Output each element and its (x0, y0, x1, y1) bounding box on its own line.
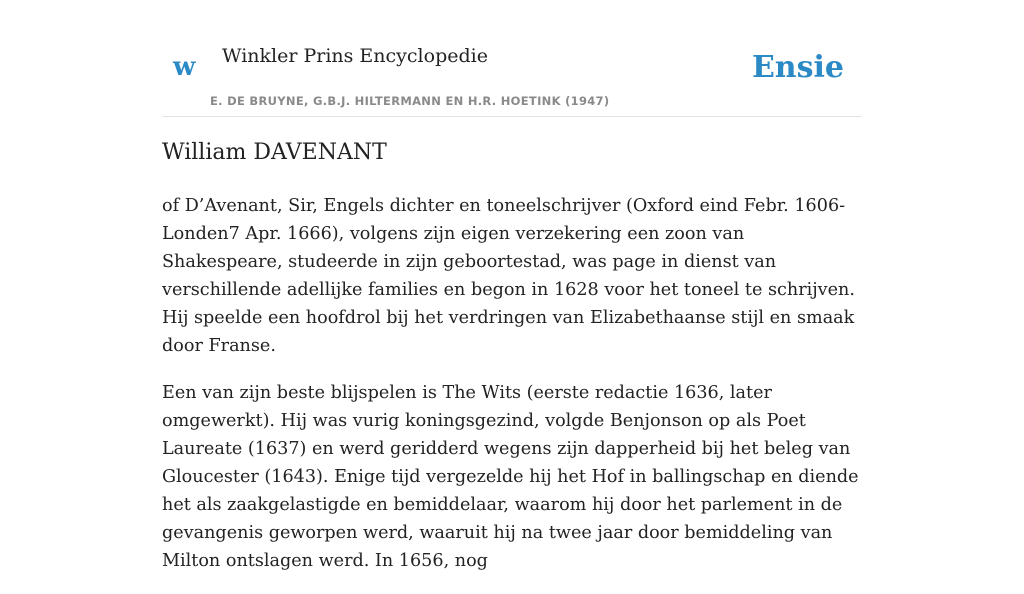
header (162, 0, 862, 117)
article-body (162, 192, 862, 594)
article-title: William DAVENANT (162, 140, 387, 165)
article-paragraph: Een van zijn beste blijspelen is The Wits (eerste redactie 1636, later omgewerkt). Hij was vurig koningsgezind, volgde Benjonson op als Poet Laureate (1637) en werd geridderd wegens zijn dapperheid bij het beleg van Gloucester (1643). Enige tijd vergezelde hij het Hof in ballingschap en diende het als zaakgelastigde en bemiddelaar, waarom hij door het parlement in de gevangenis geworpen werd, waaruit hij na twee jaar door bemiddeling van Milton ontslagen werd. In 1656, nog (162, 383, 859, 571)
publication-authors: E. DE BRUYNE, G.B.J. HILTERMANN EN H.R. HOETINK (1947) (210, 94, 610, 108)
brand-logo[interactable]: Ensie (751, 50, 844, 85)
publication-logo[interactable]: w (173, 52, 196, 82)
article-paragraph: of D’Avenant, Sir, Engels dichter en toneelschrijver (Oxford eind Febr. 1606-Londen7 Apr. 1666), volgens zijn eigen verzekering een zoon van Shakespeare, studeerde in zijn geboortestad, was page in dienst van verschillende adellijke families en begon in 1628 voor het toneel te schrijven. Hij speelde een hoofdrol bij het verdringen van Elizabethaanse stijl en smaak door Franse. (162, 196, 855, 356)
publication-title[interactable]: Winkler Prins Encyclopedie (222, 45, 488, 67)
